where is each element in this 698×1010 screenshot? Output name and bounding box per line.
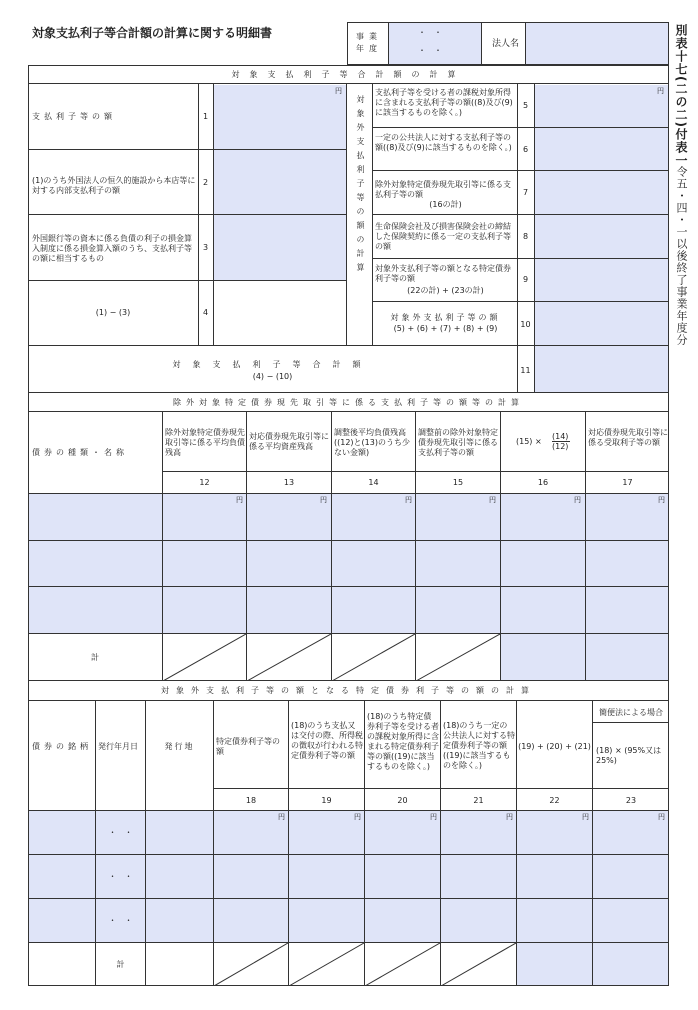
row2-no: 2	[202, 178, 209, 187]
row7-no: 7	[522, 188, 529, 197]
row7-amount[interactable]	[535, 171, 668, 214]
section3-title: 対象外支払利子等の額となる特定債券利子等の額の計算	[161, 686, 536, 695]
section1-title: 対象支払利子等合計額の計算	[231, 70, 466, 79]
s3-total-label: 計	[116, 960, 125, 969]
row2-amount[interactable]	[214, 150, 346, 214]
col12-header: 除外対象特定債券現先取引等に係る平均負債残高	[165, 428, 245, 457]
row9-no: 9	[522, 275, 529, 284]
issue-date-row3[interactable]: ・ ・	[108, 916, 133, 925]
row5-label: 支払利子等を受ける者の課税対象所得に含まれる支払利子等の額((8)及び(9)に該当するものを除く。)	[375, 88, 513, 117]
s2-total-label: 計	[91, 653, 99, 662]
row9-sub: (22の計) + (23の計)	[407, 286, 484, 295]
col19-header: (18)のうち支払又は交付の際、所得税の徴収が行われる特定債券利子等の額	[291, 721, 363, 760]
excluded-interest-label: 対象外支払利子等の額の計算	[356, 95, 365, 277]
row10-amount[interactable]	[535, 302, 668, 345]
s2-total-diagonals	[163, 634, 500, 681]
row3-no: 3	[202, 243, 209, 252]
col14-header: 調整後平均負債残高((12)と(13)のうち少ない金額)	[334, 428, 410, 457]
side-sublabel: 令五・四・一以後終了事業年度分	[675, 166, 688, 346]
year-dots-1: ・ ・	[418, 28, 442, 37]
issue-date-row1[interactable]: ・ ・	[108, 828, 133, 837]
row4-label: (1) − (3)	[95, 308, 131, 317]
year-label-1: 事業	[356, 32, 382, 41]
year-label-2: 年度	[356, 44, 382, 53]
issue-date-header: 発行年月日	[98, 742, 138, 751]
col22-header: (19) + (20) + (21)	[518, 742, 591, 751]
row2-label: (1)のうち外国法人の恒久的施設から本店等に対する内部支払利子の額	[32, 176, 196, 195]
row8-label: 生命保険会社及び損害保険会社の締結した保険契約に係る一定の支払利子等の額	[375, 222, 511, 251]
row1-amount[interactable]	[214, 85, 346, 149]
row1-label: 支払利子等の額	[32, 112, 116, 121]
col21-header: (18)のうち一定の公共法人に対する特定債券利子等の額((19)に該当するものを除く。)	[443, 721, 515, 770]
col13-header: 対応債券現先取引等に係る平均資産残高	[249, 432, 329, 451]
s2-row1-name[interactable]	[29, 494, 162, 540]
row3-amount[interactable]	[214, 215, 346, 280]
year-dots-2: ・ ・	[418, 46, 442, 55]
row11-no: 11	[520, 366, 531, 375]
row10-sub: (5) + (6) + (7) + (8) + (9)	[393, 324, 498, 333]
bond-type-name-header: 債券の種類・名称	[32, 448, 128, 457]
row6-label: 一定の公共法人に対する支払利子等の額((8)及び(9)に該当するものを除く。)	[375, 133, 512, 152]
row9-amount[interactable]	[535, 259, 668, 301]
row6-amount[interactable]	[535, 128, 668, 170]
col20-header: (18)のうち特定債券利子等を受ける者の課税対象所得に含まれる特定債券利子等の額((19)に該当するものを除く。)	[367, 712, 439, 771]
corp-label: 法人名	[492, 39, 520, 49]
row3-label: 外国銀行等の資本に係る負債の利子の損金算入制度に係る損金算入額のうち、支払利子等の額に相当するもの	[32, 234, 192, 263]
row6-no: 6	[522, 145, 529, 154]
row7-sub: (16の計)	[429, 200, 462, 209]
col23-header: (18) × (95%又は25%)	[596, 746, 662, 765]
corp-name-field[interactable]	[526, 23, 668, 64]
row11-sub: (4) − (10)	[252, 372, 293, 381]
s3-total-diagonals	[214, 943, 516, 986]
s2-row2-name[interactable]	[29, 541, 162, 586]
row11-label: 対象支払利子等合計額	[172, 360, 373, 369]
bond-brand-header: 債券の銘柄	[32, 742, 92, 751]
row10-no: 10	[520, 320, 531, 329]
issue-date-row2[interactable]: ・ ・	[108, 872, 133, 881]
issue-place-header: 発行地	[164, 742, 195, 751]
col23-header-top: 簡便法による場合	[599, 708, 663, 717]
s2-row3-name[interactable]	[29, 587, 162, 633]
row5-no: 5	[522, 101, 529, 110]
row10-label: 対象外支払利子等の額	[390, 313, 501, 322]
row8-amount[interactable]	[535, 215, 668, 258]
row4-no: 4	[202, 308, 209, 317]
col18-header: 特定債券利子等の額	[216, 737, 280, 756]
page-title: 対象支払利子等合計額の計算に関する明細書	[32, 26, 273, 40]
row8-no: 8	[522, 232, 529, 241]
row1-no: 1	[202, 112, 209, 121]
row11-amount[interactable]	[535, 346, 668, 392]
col15-header: 調整前の除外対象特定債券現先取引等に係る支払利子等の額	[418, 428, 498, 457]
side-label: 別表十七(二の二)付表一	[674, 24, 688, 167]
row7-label: 除外対象特定債券現先取引等に係る支払利子等の額	[375, 180, 511, 199]
row5-amount[interactable]	[535, 85, 668, 127]
col17-header: 対応債券現先取引等に係る受取利子等の額	[588, 428, 668, 447]
row9-label: 対象外支払利子等の額となる特定債券利子等の額	[375, 264, 511, 283]
section2-title: 除外対象特定債券現先取引等に係る支払利子等の額等の計算	[173, 398, 524, 407]
